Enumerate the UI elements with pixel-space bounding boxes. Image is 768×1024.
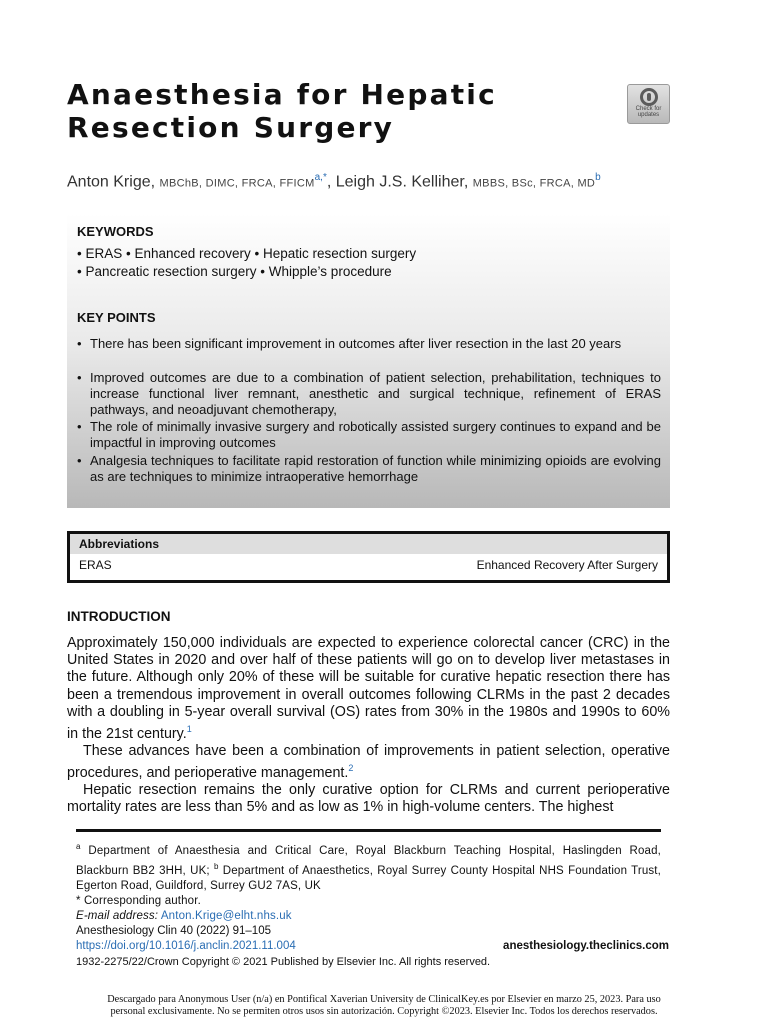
author-line [67,172,687,191]
affiliation-b-marker: b [213,861,219,871]
key-point-item: • Improved outcomes are due to a combination of patient selection, prehabilitation, techniques to increase functional liver remnant, anesthetic and surgical technique, refinement of ERAS pathways, and neoadjuvant chemotherapy, [77,370,661,418]
intro-paragraph-2-text: These advances have been a combination of improvements in patient selection, operative procedures, and perioperative management. [67,742,670,781]
badge-label-2: updates [637,112,660,118]
affiliations [76,839,661,894]
author-1-affiliation[interactable]: a,* [314,172,327,183]
abbreviations-heading: Abbreviations [70,534,667,554]
keywords-line-2: • Pancreatic resection surgery • Whipple’s procedure [77,264,392,279]
article-title [67,78,587,144]
copyright-line: 1932-2275/22/Crown Copyright © 2021 Published by Elsevier Inc. All rights reserved. [76,956,491,968]
title-line-2: Resection Surgery [67,111,395,144]
check-for-updates-badge[interactable] [627,84,670,124]
email-line [76,909,661,924]
author-2-affiliation[interactable]: b [595,172,601,183]
author-1-degrees: MBChB, DIMC, FRCA, FFICM [159,177,315,190]
keywords-line-1: • ERAS • Enhanced recovery • Hepatic resection surgery [77,246,417,261]
download-notice [0,994,768,1018]
intro-paragraph-1 [67,635,670,743]
keywords-heading: KEYWORDS [77,224,154,239]
abbreviations-table [67,531,670,583]
abbreviation-term: ERAS [79,558,112,572]
introduction-heading: INTRODUCTION [67,609,171,624]
check-updates-icon [640,88,658,106]
doi-link[interactable]: https://doi.org/10.1016/j.anclin.2021.11.004 [76,940,296,952]
badge-label-1: Check for [635,106,662,112]
corresponding-author-note: * Corresponding author. [76,894,201,907]
abbreviation-definition: Enhanced Recovery After Surgery [476,558,658,572]
introduction-body [67,635,670,817]
intro-paragraph-1-text: Approximately 150,000 individuals are expected to experience colorectal cancer (CRC) in the United States in 2020 and over half of these patients will go on to develop liver metastases in the future. Although only 20% of these will be suitable for curative hepatic resection there has been a tremendous improvement in overall outcomes following CLRMs in the past 2 decades with a doubling in 5-year overall survival (OS) rates from 30% in the 1980s and 1990s to 60% in the 21st century. [67,635,670,742]
intro-paragraph-2 [67,743,670,782]
download-notice-line-2: personal exclusivamente. No se permiten otros usos sin autorización. Copyright ©2023. Elsevier Inc. Todos los derechos reservados. [110,1006,658,1017]
title-line-1: Anaesthesia for Hepatic [67,78,497,111]
email-link[interactable]: Anton.Krige@elht.nhs.uk [160,909,292,922]
journal-citation: Anesthesiology Clin 40 (2022) 91–105 [76,925,271,937]
download-notice-line-1: Descargado para Anonymous User (n/a) en Pontifical Xaverian University de ClinicalKey.es por Elsevier en marzo 25, 2023. Para uso [107,994,661,1005]
author-separator: , [326,173,336,191]
author-2-name: Leigh J.S. Kelliher, [335,173,469,191]
keywords-keypoints-box [67,214,670,508]
author-2-degrees: MBBS, BSc, FRCA, MD [472,177,596,190]
reference-2-link[interactable]: 2 [348,763,354,774]
email-label: E-mail address: [76,909,159,922]
footnote-divider [76,829,661,832]
intro-paragraph-3: Hepatic resection remains the only curative option for CLRMs and current perioperative mortality rates are less than 5% and as low as 1% in high-volume centers. The highest [67,782,670,816]
key-point-item: • There has been significant improvement in outcomes after liver resection in the last 20 years [77,336,661,352]
key-point-item: • Analgesia techniques to facilitate rapid restoration of function while minimizing opioids are evolving as are techniques to minimize intraoperative hemorrhage [77,453,661,485]
affiliation-a-marker: a [76,842,81,851]
reference-1-link[interactable]: 1 [186,724,192,735]
affiliation-b-text: Department of Anaesthetics, Royal Surrey County Hospital NHS Foundation Trust, Egerton Road, Guildford, Surrey GU2 7AS, UK [76,864,661,892]
author-1-name: Anton Krige, [67,173,156,191]
abbreviation-row [70,554,667,577]
affiliation-footnotes [76,839,661,924]
journal-website[interactable]: anesthesiology.theclinics.com [503,940,669,952]
key-points-heading: KEY POINTS [77,310,156,325]
affiliation-a-text: Department of Anaesthesia and Critical Care, Royal Blackburn Teaching Hospital, Haslingden Road, Blackburn BB2 3HH, UK; [76,844,661,877]
key-point-item: • The role of minimally invasive surgery and robotically assisted surgery continues to expand and be impactful in improving outcomes [77,419,661,451]
